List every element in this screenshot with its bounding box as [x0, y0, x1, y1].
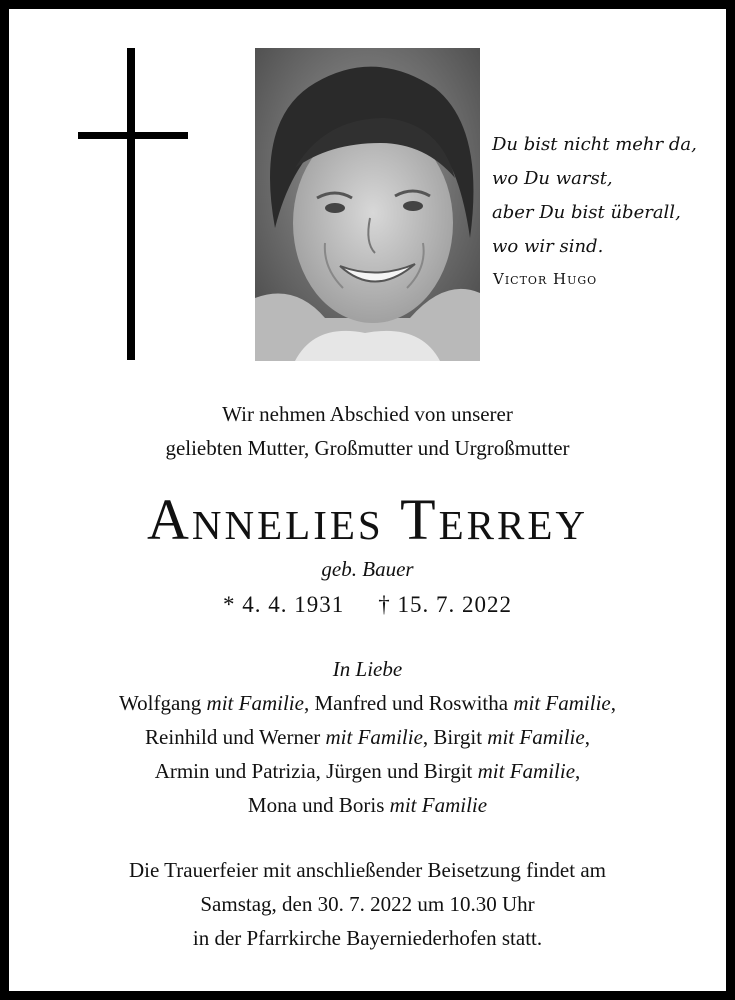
- mourner-names: Reinhild und Werner: [145, 725, 321, 749]
- portrait-photo: [255, 48, 480, 361]
- intro-line: Wir nehmen Abschied von unserer: [222, 402, 513, 426]
- family-note: mit Familie: [508, 691, 611, 715]
- cross-vertical-bar: [127, 48, 135, 360]
- service-line: Samstag, den 30. 7. 2022 um 10.30 Uhr: [200, 892, 535, 916]
- quote-line: Du bist nicht mehr da,: [492, 134, 697, 155]
- mourners-line: [20, 788, 715, 822]
- quote-line: aber Du bist überall,: [492, 202, 681, 223]
- funeral-service-info: [20, 853, 715, 955]
- mourner-names: , Birgit: [422, 725, 483, 749]
- mourners-line: [20, 720, 715, 754]
- mourner-names: Wolfgang: [119, 691, 202, 715]
- mourner-names: , Manfred und Roswitha: [303, 691, 509, 715]
- mourner-names: Mona und Boris: [247, 793, 385, 817]
- quote: [492, 128, 722, 264]
- death-date: † 15. 7. 2022: [378, 592, 512, 617]
- punctuation: ,: [575, 759, 581, 783]
- mourners-line: [20, 754, 715, 788]
- birth-date: * 4. 4. 1931: [223, 592, 345, 617]
- quote-line: wo Du warst,: [492, 168, 613, 189]
- family-note: mit Familie: [472, 759, 576, 783]
- quote-author: Victor Hugo: [493, 270, 598, 288]
- punctuation: ,: [584, 725, 590, 749]
- mourners-list: [20, 652, 715, 822]
- mourners-line: [20, 686, 715, 720]
- family-note: mit Familie: [201, 691, 304, 715]
- family-note: mit Familie: [482, 725, 585, 749]
- service-line: in der Pfarrkirche Bayerniederhofen statt.: [192, 926, 543, 950]
- quote-line: wo wir sind.: [492, 236, 604, 257]
- maiden-name: geb. Bauer: [321, 557, 414, 581]
- portrait-illustration: [255, 48, 480, 361]
- life-dates: [20, 588, 715, 622]
- family-note: mit Familie: [384, 793, 488, 817]
- family-note: mit Familie: [320, 725, 423, 749]
- service-line: Die Trauerfeier mit anschließender Beisetzung findet am: [128, 858, 606, 882]
- deceased-name: Annelies Terrey: [147, 487, 588, 552]
- farewell-intro: [20, 397, 715, 465]
- cross-horizontal-bar: [78, 132, 188, 139]
- mourner-names: Armin und Patrizia, Jürgen und Birgit: [154, 759, 473, 783]
- mourners-heading: In Liebe: [332, 657, 403, 681]
- punctuation: ,: [610, 691, 616, 715]
- intro-line: geliebten Mutter, Großmutter und Urgroßmutter: [165, 436, 570, 460]
